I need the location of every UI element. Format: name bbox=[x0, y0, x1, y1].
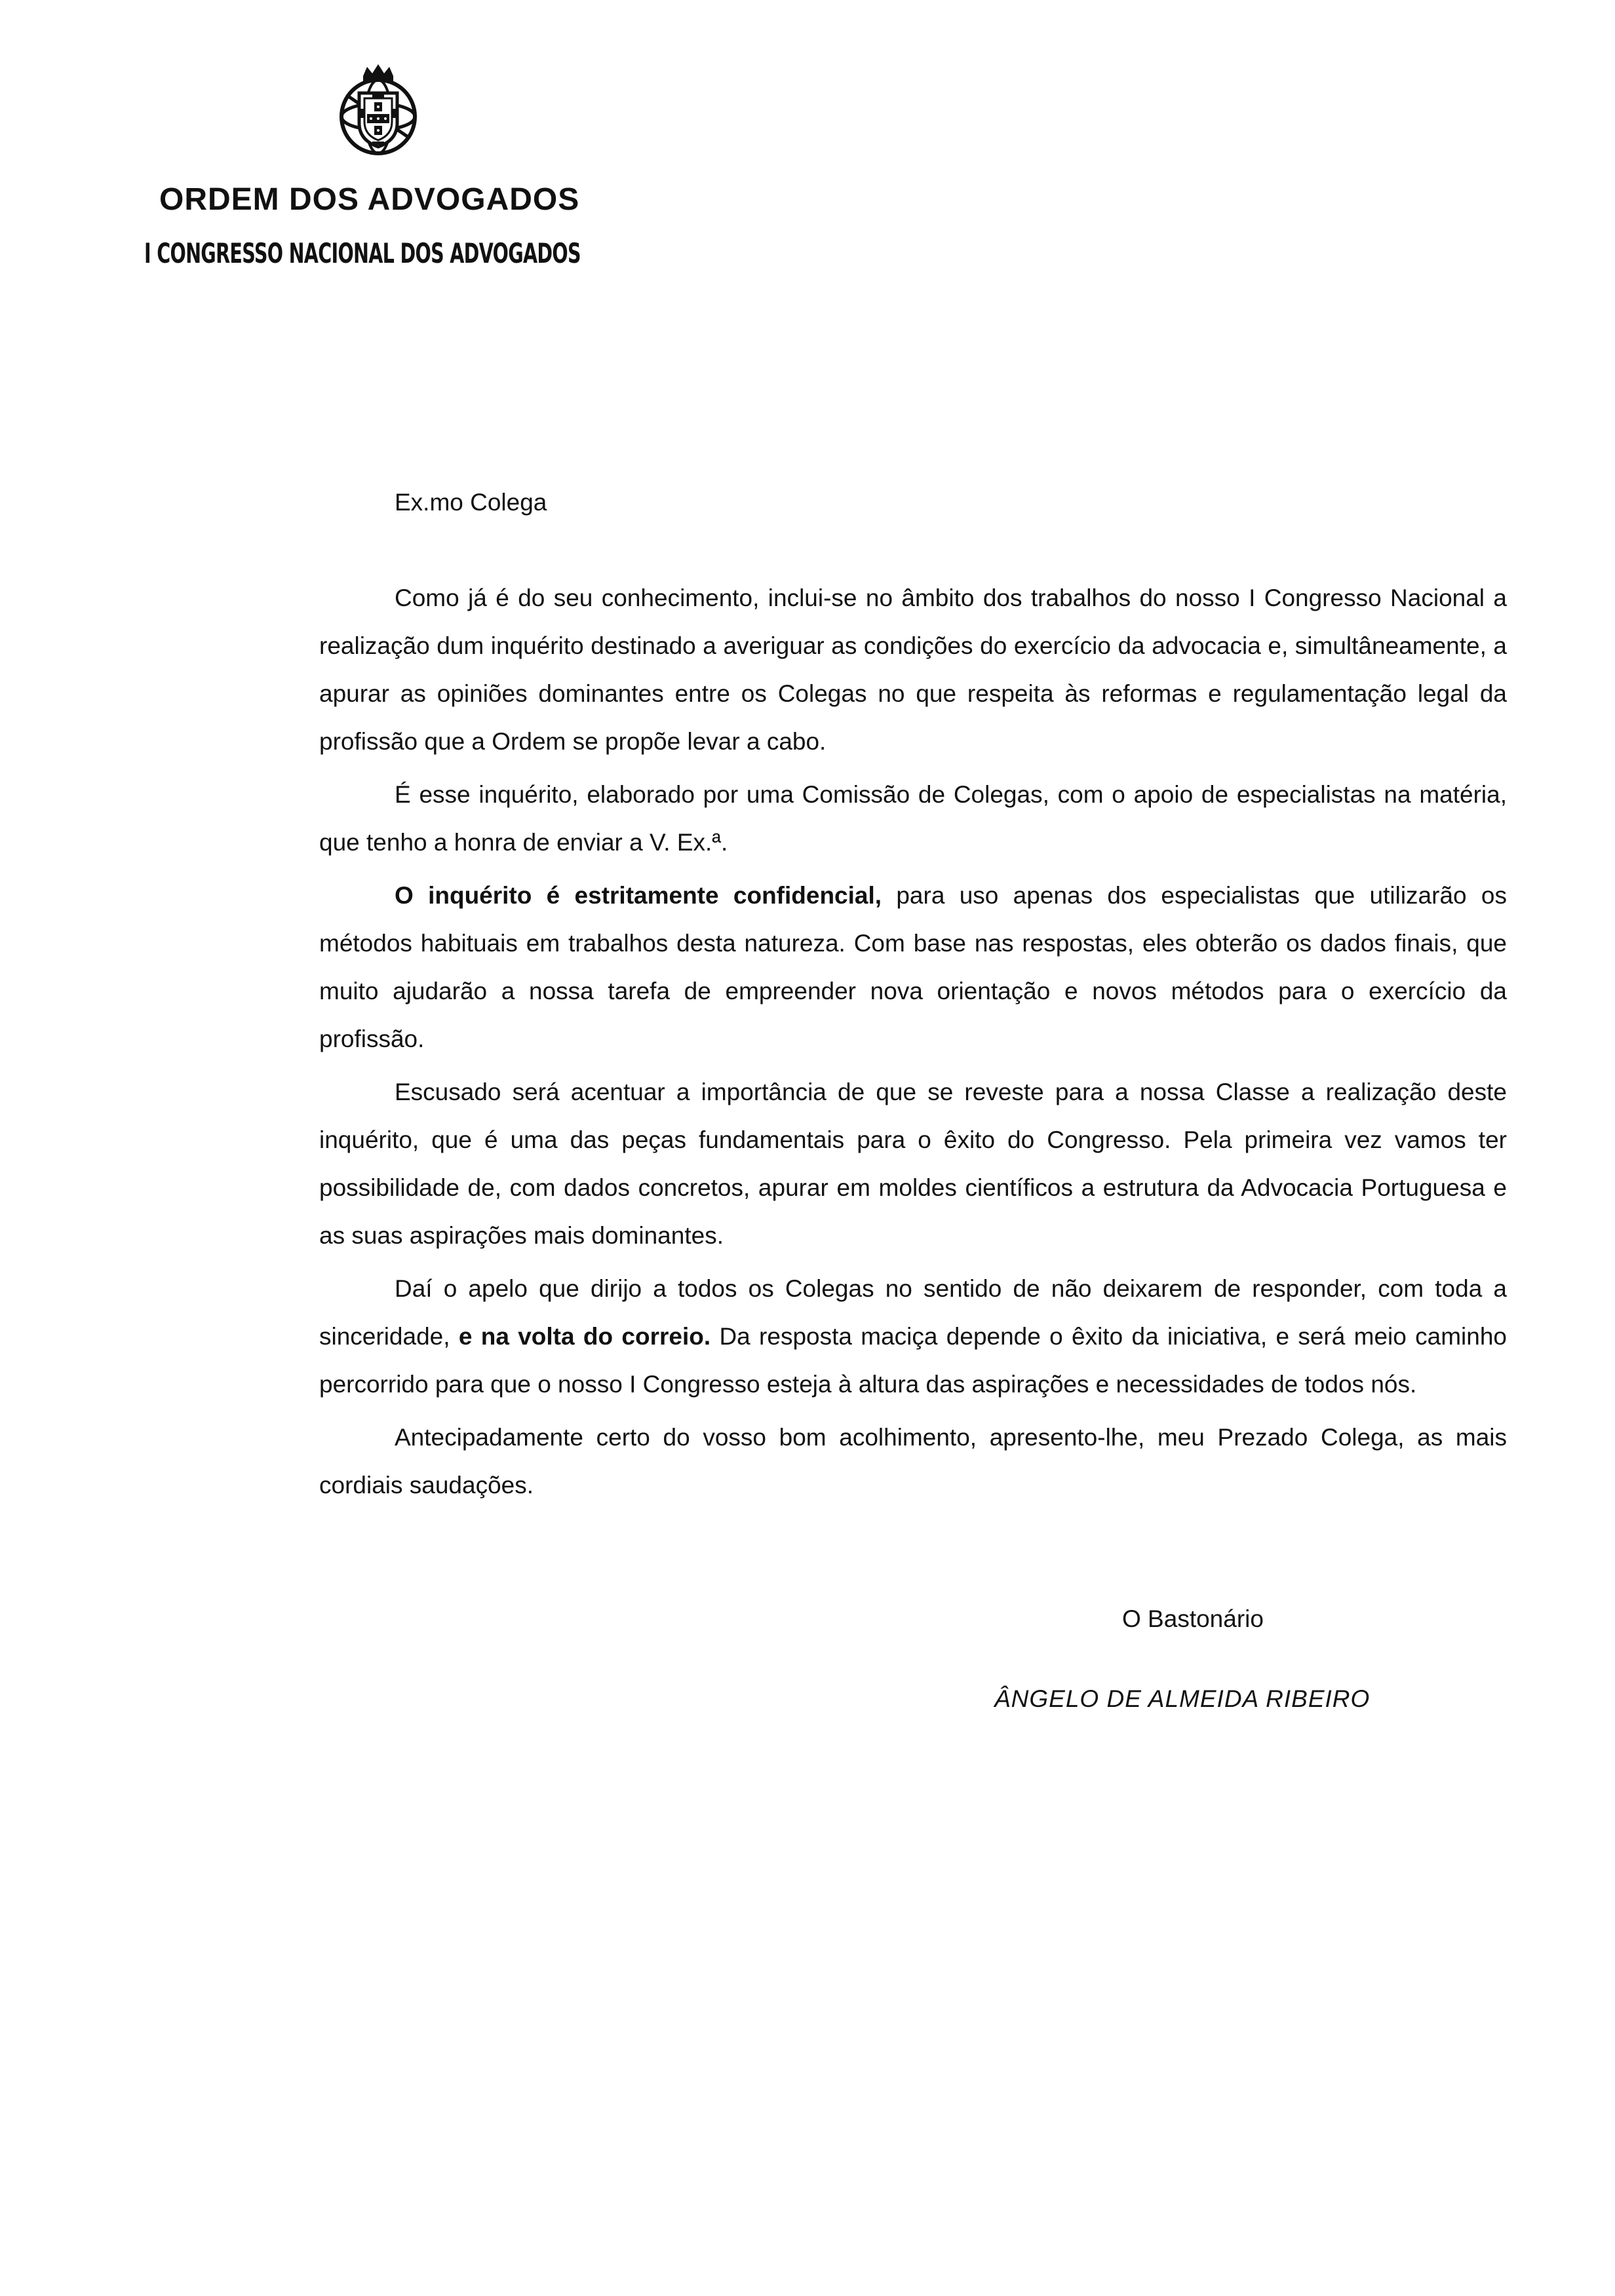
letter-body bbox=[319, 478, 1507, 1514]
organization-name: ORDEM DOS ADVOGADOS bbox=[159, 182, 580, 217]
paragraph-1: Como já é do seu conhecimento, inclui-se no âmbito dos trabalhos do nosso I Congresso Nacional a realização dum inquérito destinado a averiguar as condições do exercício da advocacia e, simultâneamente, a apurar as opiniões dominantes entre os Colegas no que respeita às reformas e regulamentação legal da profissão que a Ordem se propõe levar a cabo. bbox=[319, 584, 1507, 755]
return-mail-notice: e na volta do correio. bbox=[458, 1323, 711, 1350]
congress-title: I CONGRESSO NACIONAL DOS ADVOGADOS bbox=[144, 237, 581, 269]
coat-of-arms-icon bbox=[334, 63, 423, 161]
paragraph-2: É esse inquérito, elaborado por uma Comissão de Colegas, com o apoio de especialistas na matéria, que tenho a honra de enviar a V. Ex.ª. bbox=[319, 781, 1507, 856]
confidential-notice: O inquérito é estritamente confidencial, bbox=[395, 882, 882, 909]
paragraph-3: O inquérito é estritamente confidencial, para uso apenas dos especialistas que utilizarão os métodos habituais em trabalhos desta natureza. Com base nas respostas, eles obterão os dados finais, que muito ajudarão a nossa tarefa de empreender nova orientação e novos métodos para o exercício da profissão. bbox=[319, 882, 1507, 1052]
signature-title: O Bastonário bbox=[1122, 1605, 1264, 1632]
salutation: Ex.mo Colega bbox=[395, 489, 547, 516]
signature-name: ÂNGELO DE ALMEIDA RIBEIRO bbox=[994, 1685, 1371, 1712]
paragraph-5: Daí o apelo que dirijo a todos os Colegas no sentido de não deixarem de responder, com toda a sinceridade, e na volta do correio. Da resposta maciça depende o êxito da iniciativa, e será meio caminho percorrido para que o nosso I Congresso esteja à altura das aspirações e necessidades de todos nós. bbox=[319, 1275, 1507, 1398]
paragraph-6: Antecipadamente certo do vosso bom acolhimento, apresento-lhe, meu Prezado Colega, as mais cordiais saudações. bbox=[319, 1424, 1507, 1499]
paragraph-4: Escusado será acentuar a importância de que se reveste para a nossa Classe a realização deste inquérito, que é uma das peças fundamentais para o êxito do Congresso. Pela primeira vez vamos ter possibilidade de, com dados concretos, apurar em moldes científicos a estrutura da Advocacia Portuguesa e as suas aspirações mais dominantes. bbox=[319, 1079, 1507, 1249]
